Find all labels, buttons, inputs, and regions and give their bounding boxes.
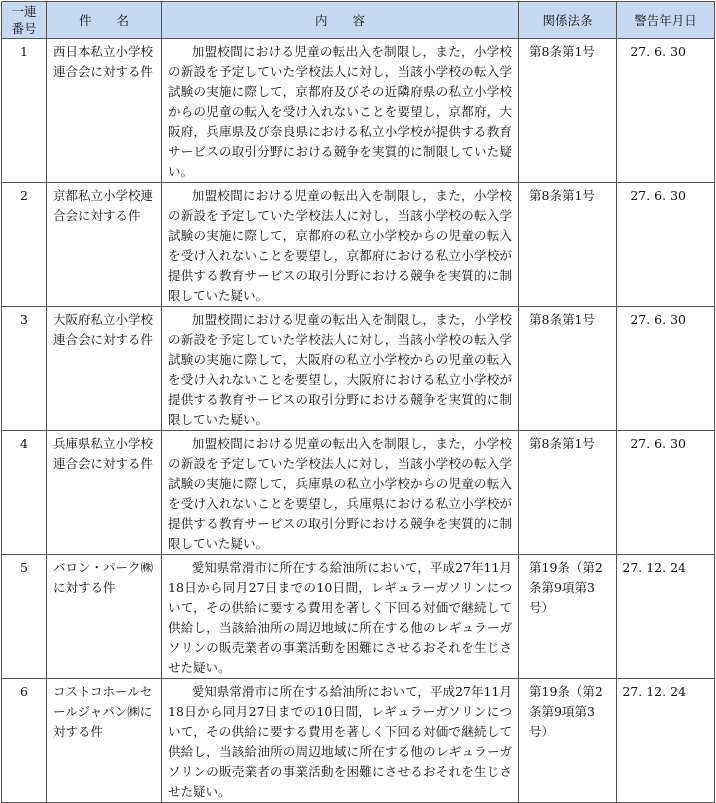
cell-warning-date: 27. 12. 24: [617, 679, 715, 803]
header-serial-number: [2, 2, 47, 39]
cell-case-name: コストコホールセールジャパン㈱に対する件: [47, 679, 162, 803]
header-case-name: 件名: [47, 2, 162, 39]
cell-case-name: 西日本私立小学校連合会に対する件: [47, 39, 162, 183]
cell-warning-date: 27. 6. 30: [617, 39, 715, 183]
table-row: [2, 431, 715, 555]
cell-related-law: 第19条（第2条第9項第3号）: [519, 679, 617, 803]
table-body: [2, 39, 715, 803]
cell-content: 加盟校間における児童の転出入を制限し，また，小学校の新設を予定していた学校法人に対し，当該小学校の転入学試験の実施に際して，兵庫県の私立小学校からの児童の転入を受け入れないことを要望し，兵庫県における私立小学校が提供する教育サービスの取引分野における競争を実質的に制限していた疑い。: [162, 431, 519, 555]
warning-cases-table: [1, 1, 715, 803]
cell-content: 加盟校間における児童の転出入を制限し，また，小学校の新設を予定していた学校法人に対し，当該小学校の転入学試験の実施に際して，京都府及びその近隣府県の私立小学校からの児童の転入を受け入れないことを要望し，京都府，大阪府，兵庫県及び奈良県における私立小学校が提供する教育サービスの取引分野における競争を実質的に制限していた疑い。: [162, 39, 519, 183]
cell-serial-number: 6: [2, 679, 47, 803]
cell-serial-number: 1: [2, 39, 47, 183]
cell-content: 愛知県常滑市に所在する給油所において，平成27年11月18日から同月27日までの10日間，レギュラーガソリンについて，その供給に要する費用を著しく下回る対価で継続して供給し，当該給油所の周辺地域に所在する他のレギュラーガソリンの販売業者の事業活動を困難にさせるおそれを生じさせた疑い。: [162, 555, 519, 679]
header-related-law: 関係法条: [519, 2, 617, 39]
cell-warning-date: 27. 6. 30: [617, 307, 715, 431]
table-row: [2, 679, 715, 803]
header-content: 内容: [162, 2, 519, 39]
cell-related-law: 第19条（第2条第9項第3号）: [519, 555, 617, 679]
cell-case-name: 大阪府私立小学校連合会に対する件: [47, 307, 162, 431]
cell-serial-number: 5: [2, 555, 47, 679]
cell-serial-number: 2: [2, 183, 47, 307]
header-serial-line2: 番号: [11, 21, 37, 36]
cell-content: 愛知県常滑市に所在する給油所において，平成27年11月18日から同月27日までの10日間，レギュラーガソリンについて，その供給に要する費用を著しく下回る対価で継続して供給し，当該給油所の周辺地域に所在する他のレギュラーガソリンの販売業者の事業活動を困難にさせるおそれを生じさせた疑い。: [162, 679, 519, 803]
cell-content: 加盟校間における児童の転出入を制限し，また，小学校の新設を予定していた学校法人に対し，当該小学校の転入学試験の実施に際して，京都府の私立小学校からの児童の転入を受け入れないことを要望し，京都府における私立小学校が提供する教育サービスの取引分野における競争を実質的に制限していた疑い。: [162, 183, 519, 307]
table-header: [2, 2, 715, 39]
table-row: [2, 555, 715, 679]
cell-related-law: 第8条第1号: [519, 39, 617, 183]
cell-serial-number: 3: [2, 307, 47, 431]
cell-related-law: 第8条第1号: [519, 183, 617, 307]
cell-warning-date: 27. 12. 24: [617, 555, 715, 679]
header-serial-line1: 一連: [11, 4, 37, 19]
header-row: [2, 2, 715, 39]
cell-related-law: 第8条第1号: [519, 431, 617, 555]
table-row: [2, 307, 715, 431]
table-row: [2, 183, 715, 307]
cell-serial-number: 4: [2, 431, 47, 555]
cell-case-name: 京都私立小学校連合会に対する件: [47, 183, 162, 307]
cell-warning-date: 27. 6. 30: [617, 183, 715, 307]
cell-warning-date: 27. 6. 30: [617, 431, 715, 555]
header-warning-date: 警告年月日: [617, 2, 715, 39]
cell-related-law: 第8条第1号: [519, 307, 617, 431]
table-row: [2, 39, 715, 183]
cell-case-name: 兵庫県私立小学校連合会に対する件: [47, 431, 162, 555]
cell-content: 加盟校間における児童の転出入を制限し，また，小学校の新設を予定していた学校法人に対し，当該小学校の転入学試験の実施に際して，大阪府の私立小学校からの児童の転入を受け入れないことを要望し，大阪府における私立小学校が提供する教育サービスの取引分野における競争を実質的に制限していた疑い。: [162, 307, 519, 431]
cell-case-name: バロン・パーク㈱に対する件: [47, 555, 162, 679]
